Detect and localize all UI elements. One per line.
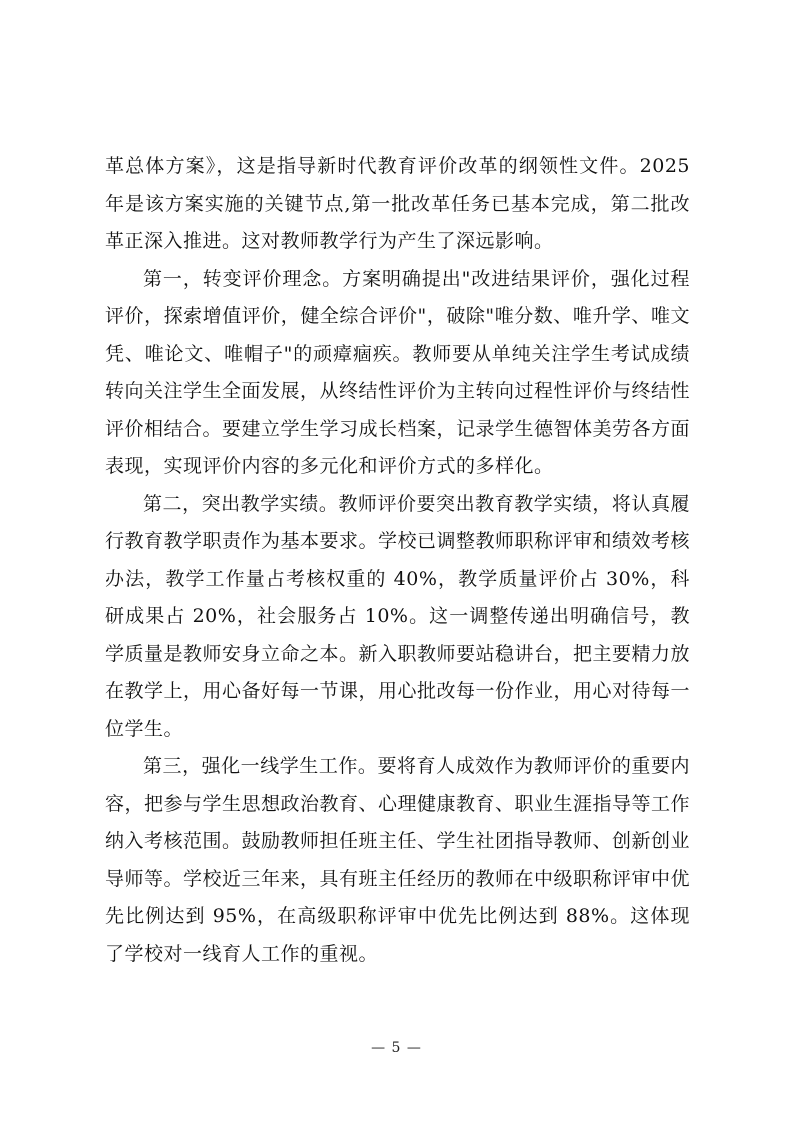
paragraph-second-point: 第二，突出教学实绩。教师评价要突出教育教学实绩，将认真履行教育教学职责作为基本要求。学校已调整教师职称评审和绩效考核办法，教学工作量占考核权重的 40%，教学质量评价占 30%，科研成果占 20%，社会服务占 10%。这一调整传递出明确信号，教学质量是教师安身立命之本。新入职教师要站稳讲台，把主要精力放在教学上，用心备好每一节课，用心批改每一份作业，用心对待每一位学生。: [105, 492, 691, 740]
page-number: — 5 —: [371, 1040, 422, 1056]
paragraph-third-point: 第三，强化一线学生工作。要将育人成效作为教师评价的重要内容，把参与学生思想政治教育、心理健康教育、职业生涯指导等工作纳入考核范围。鼓励教师担任班主任、学生社团指导教师、创新创业导师等。学校近三年来，具有班主任经历的教师在中级职称评审中优先比例达到 95%，在高级职称评审中优先比例达到 88%。这体现了学校对一线育人工作的重视。: [105, 755, 691, 965]
paragraph-intro: 革总体方案》，这是指导新时代教育评价改革的纲领性文件。2025 年是该方案实施的关键节点,第一批改革任务已基本完成，第二批改革正深入推进。这对教师教学行为产生了深远影响。: [105, 155, 690, 252]
body-text: [105, 148, 690, 973]
paragraph-first-point: 第一，转变评价理念。方案明确提出"改进结果评价，强化过程评价，探索增值评价，健全综合评价"，破除"唯分数、唯升学、唯文凭、唯论文、唯帽子"的顽瘴痼疾。教师要从单纯关注学生考试成绩转向关注学生全面发展，从终结性评价为主转向过程性评价与终结性评价相结合。要建立学生学习成长档案，记录学生德智体美劳各方面表现，实现评价内容的多元化和评价方式的多样化。: [105, 267, 691, 477]
